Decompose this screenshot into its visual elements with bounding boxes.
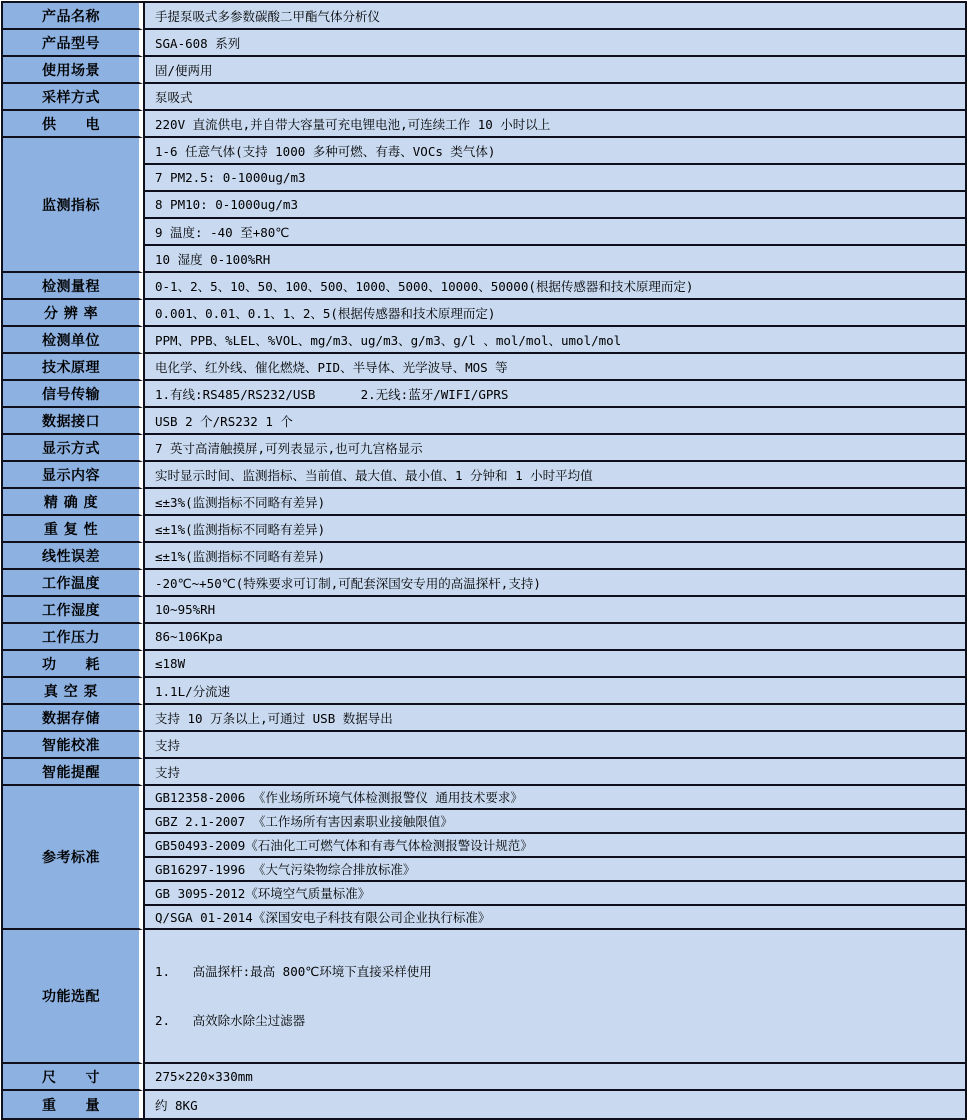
spec-label: 产品名称 bbox=[3, 3, 143, 30]
row-working-humidity bbox=[3, 597, 965, 624]
spec-value: 固/便两用 bbox=[143, 57, 965, 84]
spec-label: 参考标准 bbox=[3, 786, 143, 930]
spec-label: 功 耗 bbox=[3, 651, 143, 678]
spec-label: 显示方式 bbox=[3, 435, 143, 462]
row-smart-reminder bbox=[3, 759, 965, 786]
row-reference-standards-6 bbox=[3, 906, 965, 930]
row-reference-standards bbox=[3, 786, 965, 810]
spec-label: 技术原理 bbox=[3, 354, 143, 381]
row-resolution bbox=[3, 300, 965, 327]
row-linearity-error bbox=[3, 543, 965, 570]
spec-label: 工作温度 bbox=[3, 570, 143, 597]
spec-label: 检测单位 bbox=[3, 327, 143, 354]
row-working-temperature bbox=[3, 570, 965, 597]
row-accuracy bbox=[3, 489, 965, 516]
spec-value: ≤±1%(监测指标不同略有差异) bbox=[143, 543, 965, 570]
spec-value: 275×220×330mm bbox=[143, 1064, 965, 1091]
spec-label: 重 复 性 bbox=[3, 516, 143, 543]
spec-value: 0.001、0.01、0.1、1、2、5(根据传感器和技术原理而定) bbox=[143, 300, 965, 327]
row-repeatability bbox=[3, 516, 965, 543]
row-dimensions bbox=[3, 1064, 965, 1091]
spec-value: 1-6 任意气体(支持 1000 多种可燃、有毒、VOCs 类气体) bbox=[143, 138, 965, 165]
spec-label: 显示内容 bbox=[3, 462, 143, 489]
spec-table bbox=[1, 1, 967, 1120]
spec-label: 数据接口 bbox=[3, 408, 143, 435]
spec-value: 电化学、红外线、催化燃烧、PID、半导体、光学波导、MOS 等 bbox=[143, 354, 965, 381]
spec-value: 1.有线:RS485/RS232/USB 2.无线:蓝牙/WIFI/GPRS bbox=[143, 381, 965, 408]
optional-function-item: 1. 高温探杆:最高 800℃环境下直接采样使用 bbox=[155, 964, 432, 979]
spec-label: 真 空 泵 bbox=[3, 678, 143, 705]
spec-value: 7 英寸高清触摸屏,可列表显示,也可九宫格显示 bbox=[143, 435, 965, 462]
optional-function-item: 2. 高效除水除尘过滤器 bbox=[155, 1013, 306, 1028]
row-reference-standards-2 bbox=[3, 810, 965, 834]
spec-value: 1.1L/分流速 bbox=[143, 678, 965, 705]
spec-label: 供 电 bbox=[3, 111, 143, 138]
row-smart-calibration bbox=[3, 732, 965, 759]
spec-value: 7 PM2.5: 0-1000ug/m3 bbox=[143, 165, 965, 192]
spec-value bbox=[143, 930, 965, 1064]
row-optional-functions bbox=[3, 930, 965, 1064]
spec-value: GBZ 2.1-2007 《工作场所有害因素职业接触限值》 bbox=[143, 810, 965, 834]
spec-value: 支持 bbox=[143, 732, 965, 759]
row-display-mode bbox=[3, 435, 965, 462]
row-reference-standards-4 bbox=[3, 858, 965, 882]
spec-value: USB 2 个/RS232 1 个 bbox=[143, 408, 965, 435]
row-monitoring-indicators-5 bbox=[3, 246, 965, 273]
row-weight bbox=[3, 1091, 965, 1118]
row-monitoring-indicators bbox=[3, 138, 965, 165]
spec-value: -20℃~+50℃(特殊要求可订制,可配套深国安专用的高温探杆,支持) bbox=[143, 570, 965, 597]
spec-value: 10~95%RH bbox=[143, 597, 965, 624]
spec-value: ≤±1%(监测指标不同略有差异) bbox=[143, 516, 965, 543]
spec-value: GB 3095-2012《环境空气质量标准》 bbox=[143, 882, 965, 906]
spec-value: 支持 bbox=[143, 759, 965, 786]
row-sampling-method bbox=[3, 84, 965, 111]
spec-value: 泵吸式 bbox=[143, 84, 965, 111]
spec-label: 精 确 度 bbox=[3, 489, 143, 516]
row-reference-standards-5 bbox=[3, 882, 965, 906]
row-usage-scenario bbox=[3, 57, 965, 84]
spec-label: 智能校准 bbox=[3, 732, 143, 759]
row-detection-range bbox=[3, 273, 965, 300]
row-display-content bbox=[3, 462, 965, 489]
spec-value: 手提泵吸式多参数碳酸二甲酯气体分析仪 bbox=[143, 3, 965, 30]
spec-label: 分 辨 率 bbox=[3, 300, 143, 327]
spec-value: 实时显示时间、监测指标、当前值、最大值、最小值、1 分钟和 1 小时平均值 bbox=[143, 462, 965, 489]
spec-label: 监测指标 bbox=[3, 138, 143, 273]
spec-label: 工作湿度 bbox=[3, 597, 143, 624]
spec-label: 采样方式 bbox=[3, 84, 143, 111]
spec-label: 数据存储 bbox=[3, 705, 143, 732]
spec-value: 8 PM10: 0-1000ug/m3 bbox=[143, 192, 965, 219]
spec-value: 9 温度: -40 至+80℃ bbox=[143, 219, 965, 246]
spec-label: 线性误差 bbox=[3, 543, 143, 570]
spec-value: 支持 10 万条以上,可通过 USB 数据导出 bbox=[143, 705, 965, 732]
spec-value: 约 8KG bbox=[143, 1091, 965, 1118]
row-vacuum-pump bbox=[3, 678, 965, 705]
spec-label: 尺 寸 bbox=[3, 1064, 143, 1091]
row-data-storage bbox=[3, 705, 965, 732]
row-data-interface bbox=[3, 408, 965, 435]
spec-value: 220V 直流供电,并自带大容量可充电锂电池,可连续工作 10 小时以上 bbox=[143, 111, 965, 138]
row-signal-transmission bbox=[3, 381, 965, 408]
spec-label: 功能选配 bbox=[3, 930, 143, 1064]
row-power-consumption bbox=[3, 651, 965, 678]
spec-value: GB50493-2009《石油化工可燃气体和有毒气体检测报警设计规范》 bbox=[143, 834, 965, 858]
row-product-model bbox=[3, 30, 965, 57]
spec-value: SGA-608 系列 bbox=[143, 30, 965, 57]
row-monitoring-indicators-4 bbox=[3, 219, 965, 246]
spec-value: ≤18W bbox=[143, 651, 965, 678]
spec-value: GB16297-1996 《大气污染物综合排放标准》 bbox=[143, 858, 965, 882]
row-power-supply bbox=[3, 111, 965, 138]
row-detection-unit bbox=[3, 327, 965, 354]
row-monitoring-indicators-2 bbox=[3, 165, 965, 192]
row-product-name bbox=[3, 3, 965, 30]
spec-label: 工作压力 bbox=[3, 624, 143, 651]
spec-value: PPM、PPB、%LEL、%VOL、mg/m3、ug/m3、g/m3、g/l 、mol/mol、umol/mol bbox=[143, 327, 965, 354]
row-working-pressure bbox=[3, 624, 965, 651]
spec-value: Q/SGA 01-2014《深国安电子科技有限公司企业执行标准》 bbox=[143, 906, 965, 930]
spec-value: ≤±3%(监测指标不同略有差异) bbox=[143, 489, 965, 516]
spec-value: 10 湿度 0-100%RH bbox=[143, 246, 965, 273]
spec-label: 智能提醒 bbox=[3, 759, 143, 786]
row-technical-principle bbox=[3, 354, 965, 381]
spec-label: 检测量程 bbox=[3, 273, 143, 300]
spec-value: GB12358-2006 《作业场所环境气体检测报警仪 通用技术要求》 bbox=[143, 786, 965, 810]
spec-label: 产品型号 bbox=[3, 30, 143, 57]
spec-label: 信号传输 bbox=[3, 381, 143, 408]
spec-label: 使用场景 bbox=[3, 57, 143, 84]
spec-value: 0-1、2、5、10、50、100、500、1000、5000、10000、50000(根据传感器和技术原理而定) bbox=[143, 273, 965, 300]
row-reference-standards-3 bbox=[3, 834, 965, 858]
row-monitoring-indicators-3 bbox=[3, 192, 965, 219]
spec-value: 86~106Kpa bbox=[143, 624, 965, 651]
spec-label: 重 量 bbox=[3, 1091, 143, 1118]
